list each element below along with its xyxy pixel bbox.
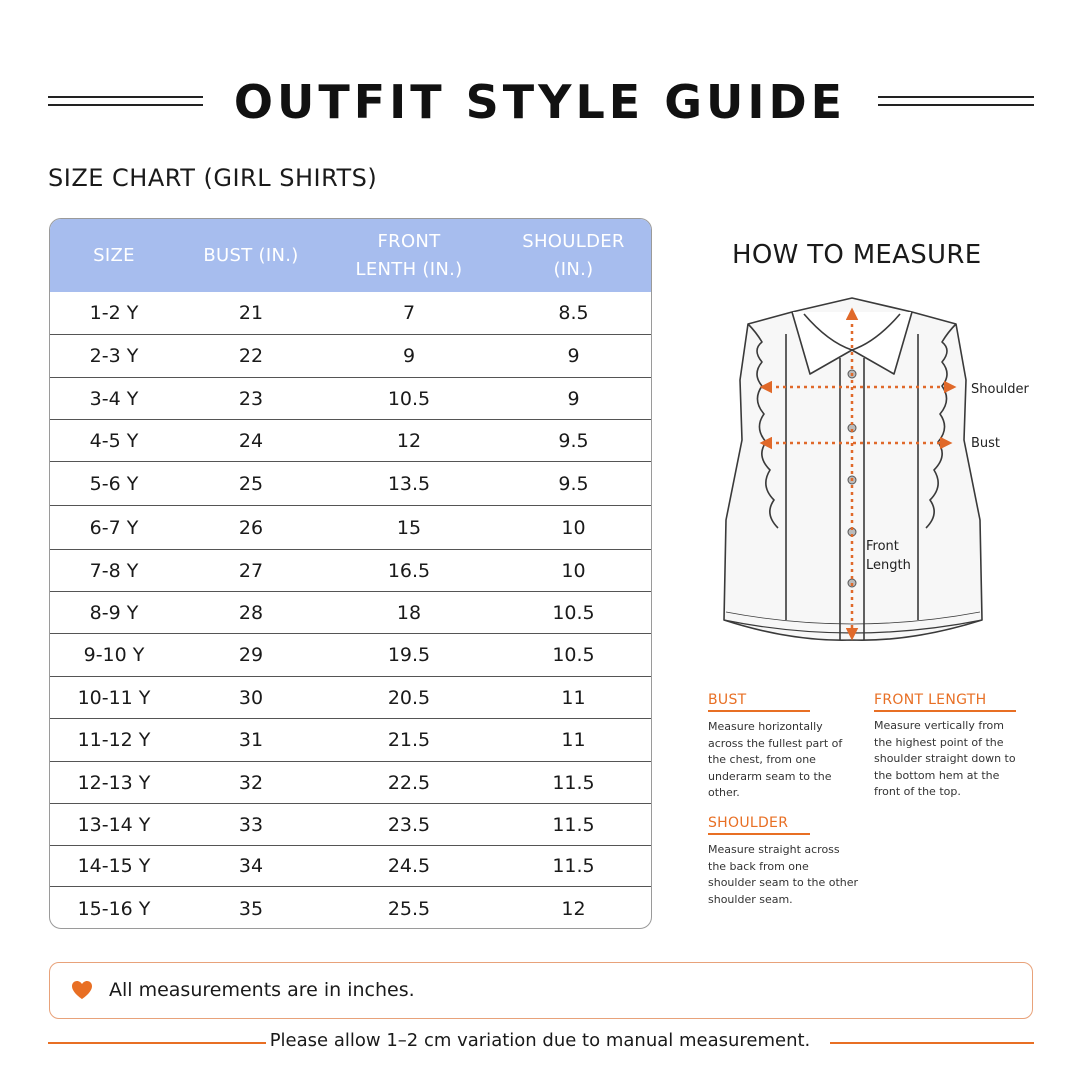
cell-bust: 31	[238, 729, 264, 751]
page-title: OUTFIT STYLE GUIDE	[233, 75, 847, 129]
cell-shoulder: 11.5	[552, 813, 595, 836]
table-row	[50, 718, 652, 761]
cell-size: 2-3 Y	[89, 345, 139, 367]
header-front-length: FRONT LENTH (IN.)	[355, 230, 463, 280]
cell-front-length: 9	[402, 345, 416, 367]
cell-size: 14-15 Y	[77, 855, 151, 877]
label-front: Front	[866, 539, 899, 554]
shoulder-heading: SHOULDER	[708, 815, 789, 831]
cell-front-length: 10.5	[387, 387, 431, 410]
table-row	[50, 761, 652, 803]
bust-underline	[708, 710, 810, 712]
cell-front-length: 19.5	[387, 644, 431, 666]
cell-bust: 27	[238, 559, 264, 582]
bust-description: Measure horizontally across the fullest part of the chest, from one underarm seam to the other.	[708, 720, 843, 799]
cell-size: 11-12 Y	[77, 729, 151, 751]
cell-bust: 29	[238, 644, 264, 666]
title-right-rule	[878, 96, 1034, 106]
cell-front-length: 18	[396, 601, 422, 624]
cell-front-length: 16.5	[387, 559, 431, 582]
bust-heading: BUST	[708, 692, 747, 708]
table-row	[50, 461, 652, 505]
cell-size: 3-4 Y	[89, 387, 139, 410]
cell-bust: 22	[238, 345, 264, 367]
header-shoulder: SHOULDER (IN.)	[522, 230, 625, 280]
label-shoulder: Shoulder	[971, 382, 1029, 397]
cell-front-length: 24.5	[387, 855, 431, 877]
cell-bust: 24	[238, 429, 264, 452]
table-row	[50, 591, 652, 633]
table-row	[50, 505, 652, 549]
front-length-heading: FRONT LENGTH	[874, 692, 987, 708]
table-header	[50, 219, 652, 292]
note-text: All measurements are in inches.	[109, 979, 415, 1001]
front-length-underline	[874, 710, 1016, 712]
cell-bust: 30	[238, 686, 264, 709]
cell-front-length: 21.5	[387, 729, 431, 751]
cell-shoulder: 9.5	[558, 472, 589, 495]
table-row	[50, 549, 652, 591]
cell-shoulder: 11.5	[552, 771, 595, 794]
cell-shoulder: 10.5	[552, 601, 595, 624]
cell-shoulder: 12	[561, 897, 586, 920]
cell-front-length: 20.5	[387, 686, 431, 709]
cell-size: 4-5 Y	[89, 429, 139, 452]
cell-size: 13-14 Y	[77, 813, 151, 836]
label-length: Length	[866, 558, 911, 573]
cell-size: 9-10 Y	[83, 644, 145, 666]
front-length-description: Measure vertically from the highest point of the shoulder straight down to the bottom hem at the front of the top.	[874, 719, 1016, 798]
shoulder-description: Measure straight across the back from one shoulder seam to the other shoulder seam.	[708, 843, 859, 906]
cell-shoulder: 8.5	[558, 302, 589, 324]
cell-size: 7-8 Y	[89, 559, 139, 582]
cell-shoulder: 10	[561, 516, 586, 539]
cell-front-length: 13.5	[387, 472, 431, 495]
table-row	[50, 676, 652, 718]
cell-size: 12-13 Y	[77, 771, 151, 794]
size-table	[49, 218, 652, 929]
cell-bust: 26	[238, 516, 264, 539]
cell-front-length: 25.5	[387, 897, 431, 920]
size-chart-title: SIZE CHART (GIRL SHIRTS)	[48, 164, 378, 192]
label-bust: Bust	[971, 436, 1001, 451]
table-row	[50, 886, 652, 929]
header-size: SIZE	[93, 244, 135, 266]
table-row	[50, 292, 652, 334]
cell-shoulder: 9	[567, 345, 580, 367]
header-bust: BUST (IN.)	[203, 244, 299, 266]
how-to-measure-title: HOW TO MEASURE	[732, 240, 982, 270]
cell-bust: 34	[238, 855, 264, 877]
table-row	[50, 419, 652, 461]
cell-size: 1-2 Y	[89, 302, 139, 324]
cell-front-length: 22.5	[387, 771, 431, 794]
cell-bust: 32	[238, 771, 264, 794]
shoulder-underline	[708, 833, 810, 835]
table-row	[50, 377, 652, 419]
cell-shoulder: 10.5	[552, 644, 595, 666]
cell-bust: 23	[238, 387, 264, 410]
title-row	[0, 74, 1080, 130]
cell-front-length: 12	[396, 429, 422, 452]
cell-shoulder: 11	[561, 729, 586, 751]
cell-size: 8-9 Y	[89, 601, 139, 624]
footer-right-rule	[830, 1042, 1034, 1044]
cell-size: 6-7 Y	[89, 516, 139, 539]
table-row	[50, 334, 652, 377]
cell-shoulder: 11	[561, 686, 586, 709]
note-box	[49, 962, 1033, 1019]
heart-icon	[70, 978, 94, 1002]
table-row	[50, 845, 652, 886]
cell-bust: 25	[238, 472, 264, 495]
table-row	[50, 633, 652, 676]
cell-bust: 33	[238, 813, 264, 836]
cell-size: 15-16 Y	[77, 897, 151, 920]
cell-shoulder: 10	[561, 559, 586, 582]
cell-shoulder: 9	[567, 387, 580, 410]
cell-bust: 35	[238, 897, 264, 920]
cell-front-length: 15	[396, 516, 422, 539]
cell-shoulder: 9.5	[558, 429, 589, 452]
cell-size: 5-6 Y	[89, 472, 139, 495]
cell-shoulder: 11.5	[552, 855, 595, 877]
cell-bust: 21	[238, 302, 264, 324]
cell-front-length: 23.5	[387, 813, 431, 836]
cell-front-length: 7	[402, 302, 416, 324]
table-row	[50, 803, 652, 845]
footer-text: Please allow 1–2 cm variation due to manual measurement.	[269, 1030, 811, 1051]
shirt-diagram	[700, 290, 1060, 660]
cell-bust: 28	[238, 601, 264, 624]
cell-size: 10-11 Y	[77, 686, 151, 709]
